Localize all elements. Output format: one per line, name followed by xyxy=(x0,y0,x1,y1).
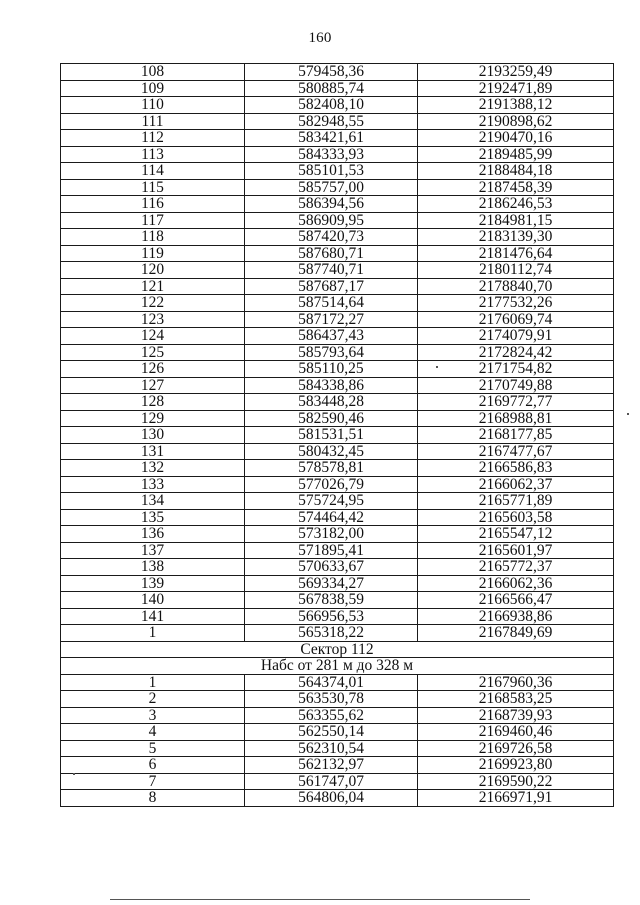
scan-mark-dot xyxy=(627,413,629,415)
page-number: 160 xyxy=(308,30,332,46)
point-number-cell: 136 xyxy=(61,526,245,543)
x-coordinate-cell: 563355,62 xyxy=(245,707,418,724)
y-coordinate-cell: 2166566,47 xyxy=(418,592,614,609)
x-coordinate-cell: 582590,46 xyxy=(245,410,418,427)
y-coordinate-cell: 2168583,25 xyxy=(418,691,614,708)
point-number-cell: 132 xyxy=(61,460,245,477)
table-row xyxy=(61,130,614,147)
point-number-cell: 113 xyxy=(61,146,245,163)
y-coordinate-cell: 2169726,58 xyxy=(418,740,614,757)
y-coordinate-cell: 2178840,70 xyxy=(418,278,614,295)
y-coordinate-cell: 2167477,67 xyxy=(418,443,614,460)
y-coordinate-cell: 2186246,53 xyxy=(418,196,614,213)
point-number-cell: 138 xyxy=(61,559,245,576)
table-row xyxy=(61,691,614,708)
x-coordinate-cell: 575724,95 xyxy=(245,493,418,510)
x-coordinate-cell: 585110,25 xyxy=(245,361,418,378)
y-coordinate-cell: 2169923,80 xyxy=(418,757,614,774)
y-coordinate-cell: 2192471,89 xyxy=(418,80,614,97)
x-coordinate-cell: 586909,95 xyxy=(245,212,418,229)
y-coordinate-cell: 2167960,36 xyxy=(418,674,614,691)
y-coordinate-cell: 2165603,58 xyxy=(418,509,614,526)
table-row xyxy=(61,80,614,97)
y-coordinate-cell: 2169460,46 xyxy=(418,724,614,741)
point-number-cell: 128 xyxy=(61,394,245,411)
table-row xyxy=(61,493,614,510)
table-row xyxy=(61,163,614,180)
point-number-cell: 116 xyxy=(61,196,245,213)
x-coordinate-cell: 563530,78 xyxy=(245,691,418,708)
y-coordinate-cell: 2165771,89 xyxy=(418,493,614,510)
point-number-cell: 124 xyxy=(61,328,245,345)
x-coordinate-cell: 584333,93 xyxy=(245,146,418,163)
point-number-cell: 139 xyxy=(61,575,245,592)
x-coordinate-cell: 587687,17 xyxy=(245,278,418,295)
table-row xyxy=(61,724,614,741)
x-coordinate-cell: 562132,97 xyxy=(245,757,418,774)
x-coordinate-cell: 566956,53 xyxy=(245,608,418,625)
y-coordinate-cell: 2188484,18 xyxy=(418,163,614,180)
x-coordinate-cell: 578578,81 xyxy=(245,460,418,477)
x-coordinate-cell: 580432,45 xyxy=(245,443,418,460)
y-coordinate-cell: 2165601,97 xyxy=(418,542,614,559)
y-coordinate-cell: 2170749,88 xyxy=(418,377,614,394)
table-row xyxy=(61,674,614,691)
y-coordinate-cell: 2193259,49 xyxy=(418,64,614,81)
point-number-cell: 2 xyxy=(61,691,245,708)
table-row xyxy=(61,443,614,460)
y-coordinate-cell: 2181476,64 xyxy=(418,245,614,262)
point-number-cell: 8 xyxy=(61,790,245,807)
point-number-cell: 5 xyxy=(61,740,245,757)
y-coordinate-cell: 2169590,22 xyxy=(418,773,614,790)
table-row xyxy=(61,476,614,493)
table-row xyxy=(61,344,614,361)
table-row xyxy=(61,790,614,807)
y-coordinate-cell: 2171754,82 xyxy=(418,361,614,378)
point-number-cell: 130 xyxy=(61,427,245,444)
table-row xyxy=(61,245,614,262)
x-coordinate-cell: 587680,71 xyxy=(245,245,418,262)
x-coordinate-cell: 565318,22 xyxy=(245,625,418,642)
x-coordinate-cell: 583421,61 xyxy=(245,130,418,147)
sector-range: Набс от 281 м до 328 м xyxy=(61,658,614,675)
point-number-cell: 131 xyxy=(61,443,245,460)
table-row xyxy=(61,625,614,642)
x-coordinate-cell: 579458,36 xyxy=(245,64,418,81)
coordinates-table xyxy=(60,63,614,807)
point-number-cell: 129 xyxy=(61,410,245,427)
point-number-cell: 4 xyxy=(61,724,245,741)
point-number-cell: 108 xyxy=(61,64,245,81)
x-coordinate-cell: 584338,86 xyxy=(245,377,418,394)
point-number-cell: 112 xyxy=(61,130,245,147)
y-coordinate-cell: 2190898,62 xyxy=(418,113,614,130)
table-row xyxy=(61,179,614,196)
x-coordinate-cell: 562310,54 xyxy=(245,740,418,757)
table-row xyxy=(61,361,614,378)
y-coordinate-cell: 2177532,26 xyxy=(418,295,614,312)
x-coordinate-cell: 587172,27 xyxy=(245,311,418,328)
y-coordinate-cell: 2165547,12 xyxy=(418,526,614,543)
point-number-cell: 137 xyxy=(61,542,245,559)
x-coordinate-cell: 562550,14 xyxy=(245,724,418,741)
point-number-cell: 141 xyxy=(61,608,245,625)
x-coordinate-cell: 586394,56 xyxy=(245,196,418,213)
table-row xyxy=(61,196,614,213)
table-row xyxy=(61,427,614,444)
point-number-cell: 118 xyxy=(61,229,245,246)
y-coordinate-cell: 2165772,37 xyxy=(418,559,614,576)
table-row xyxy=(61,113,614,130)
sector-title: Сектор 112 xyxy=(61,641,614,658)
y-coordinate-cell: 2166938,86 xyxy=(418,608,614,625)
x-coordinate-cell: 582408,10 xyxy=(245,97,418,114)
x-coordinate-cell: 587514,64 xyxy=(245,295,418,312)
y-coordinate-cell: 2190470,16 xyxy=(418,130,614,147)
x-coordinate-cell: 564374,01 xyxy=(245,674,418,691)
x-coordinate-cell: 587740,71 xyxy=(245,262,418,279)
table-row xyxy=(61,542,614,559)
x-coordinate-cell: 585757,00 xyxy=(245,179,418,196)
y-coordinate-cell: 2169772,77 xyxy=(418,394,614,411)
point-number-cell: 134 xyxy=(61,493,245,510)
y-coordinate-cell: 2166586,83 xyxy=(418,460,614,477)
coordinates-table-body xyxy=(61,64,614,807)
x-coordinate-cell: 582948,55 xyxy=(245,113,418,130)
table-row xyxy=(61,658,614,675)
x-coordinate-cell: 577026,79 xyxy=(245,476,418,493)
y-coordinate-cell: 2180112,74 xyxy=(418,262,614,279)
y-coordinate-cell: 2176069,74 xyxy=(418,311,614,328)
table-row xyxy=(61,97,614,114)
point-number-cell: 114 xyxy=(61,163,245,180)
point-number-cell: 1 xyxy=(61,625,245,642)
y-coordinate-cell: 2183139,30 xyxy=(418,229,614,246)
point-number-cell: 3 xyxy=(61,707,245,724)
point-number-cell: 127 xyxy=(61,377,245,394)
x-coordinate-cell: 586437,43 xyxy=(245,328,418,345)
table-row xyxy=(61,509,614,526)
x-coordinate-cell: 574464,42 xyxy=(245,509,418,526)
table-row xyxy=(61,64,614,81)
table-row xyxy=(61,740,614,757)
table-row xyxy=(61,559,614,576)
x-coordinate-cell: 573182,00 xyxy=(245,526,418,543)
point-number-cell: 119 xyxy=(61,245,245,262)
point-number-cell: 111 xyxy=(61,113,245,130)
y-coordinate-cell: 2184981,15 xyxy=(418,212,614,229)
point-number-cell: 140 xyxy=(61,592,245,609)
table-row xyxy=(61,146,614,163)
x-coordinate-cell: 580885,74 xyxy=(245,80,418,97)
y-coordinate-cell: 2187458,39 xyxy=(418,179,614,196)
x-coordinate-cell: 561747,07 xyxy=(245,773,418,790)
table-row xyxy=(61,592,614,609)
y-coordinate-cell: 2168177,85 xyxy=(418,427,614,444)
table-row xyxy=(61,460,614,477)
x-coordinate-cell: 571895,41 xyxy=(245,542,418,559)
table-row xyxy=(61,295,614,312)
x-coordinate-cell: 567838,59 xyxy=(245,592,418,609)
table-row xyxy=(61,394,614,411)
point-number-cell: 120 xyxy=(61,262,245,279)
point-number-cell: 7 xyxy=(61,773,245,790)
x-coordinate-cell: 564806,04 xyxy=(245,790,418,807)
table-row xyxy=(61,410,614,427)
table-row xyxy=(61,773,614,790)
table-row xyxy=(61,377,614,394)
point-number-cell: 126 xyxy=(61,361,245,378)
point-number-cell: 115 xyxy=(61,179,245,196)
table-row xyxy=(61,212,614,229)
x-coordinate-cell: 581531,51 xyxy=(245,427,418,444)
table-row xyxy=(61,278,614,295)
table-row xyxy=(61,575,614,592)
y-coordinate-cell: 2168739,93 xyxy=(418,707,614,724)
point-number-cell: 1 xyxy=(61,674,245,691)
y-coordinate-cell: 2174079,91 xyxy=(418,328,614,345)
point-number-cell: 122 xyxy=(61,295,245,312)
y-coordinate-cell: 2189485,99 xyxy=(418,146,614,163)
x-coordinate-cell: 587420,73 xyxy=(245,229,418,246)
table-row xyxy=(61,526,614,543)
scan-mark-dot xyxy=(73,773,75,775)
y-coordinate-cell: 2166971,91 xyxy=(418,790,614,807)
scan-mark-dot xyxy=(436,366,438,368)
x-coordinate-cell: 583448,28 xyxy=(245,394,418,411)
point-number-cell: 123 xyxy=(61,311,245,328)
point-number-cell: 109 xyxy=(61,80,245,97)
table-row xyxy=(61,707,614,724)
table-row xyxy=(61,229,614,246)
point-number-cell: 110 xyxy=(61,97,245,114)
x-coordinate-cell: 570633,67 xyxy=(245,559,418,576)
table-row xyxy=(61,262,614,279)
table-row xyxy=(61,641,614,658)
point-number-cell: 6 xyxy=(61,757,245,774)
point-number-cell: 121 xyxy=(61,278,245,295)
table-row xyxy=(61,757,614,774)
x-coordinate-cell: 569334,27 xyxy=(245,575,418,592)
table-row xyxy=(61,328,614,345)
point-number-cell: 135 xyxy=(61,509,245,526)
y-coordinate-cell: 2172824,42 xyxy=(418,344,614,361)
point-number-cell: 125 xyxy=(61,344,245,361)
y-coordinate-cell: 2166062,37 xyxy=(418,476,614,493)
y-coordinate-cell: 2168988,81 xyxy=(418,410,614,427)
point-number-cell: 133 xyxy=(61,476,245,493)
table-row xyxy=(61,608,614,625)
scan-mark-bottom-line xyxy=(110,899,530,900)
x-coordinate-cell: 585793,64 xyxy=(245,344,418,361)
table-row xyxy=(61,311,614,328)
y-coordinate-cell: 2167849,69 xyxy=(418,625,614,642)
x-coordinate-cell: 585101,53 xyxy=(245,163,418,180)
y-coordinate-cell: 2166062,36 xyxy=(418,575,614,592)
y-coordinate-cell: 2191388,12 xyxy=(418,97,614,114)
point-number-cell: 117 xyxy=(61,212,245,229)
